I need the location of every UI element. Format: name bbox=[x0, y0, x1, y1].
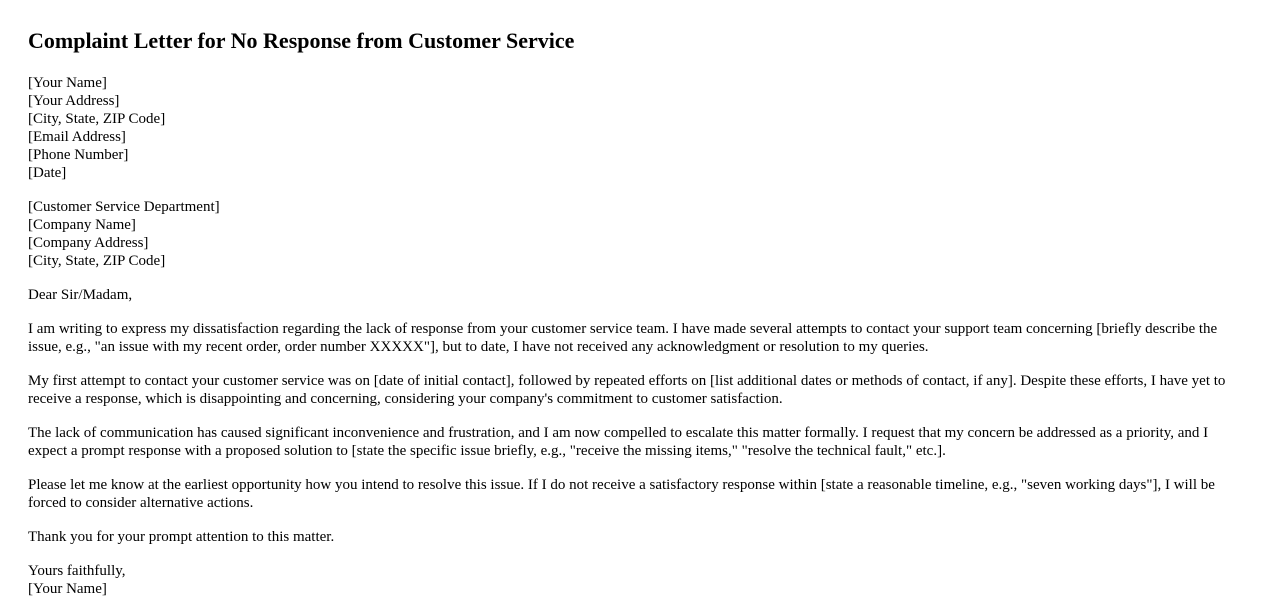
sender-address: [Your Address] bbox=[28, 93, 120, 109]
page-title: Complaint Letter for No Response from Customer Service bbox=[28, 28, 575, 53]
signature-name: [Your Name] bbox=[28, 581, 107, 597]
closing-block bbox=[28, 562, 1250, 598]
salutation: Dear Sir/Madam, bbox=[28, 287, 133, 303]
sender-address-block bbox=[28, 74, 1250, 182]
sender-phone: [Phone Number] bbox=[28, 147, 129, 163]
recipient-company-name: [Company Name] bbox=[28, 217, 136, 233]
closing: Yours faithfully, bbox=[28, 563, 126, 579]
body-paragraph-1: I am writing to express my dissatisfaction regarding the lack of response from your customer service team. I have made several attempts to contact your support team concerning [briefly describe the issue, e.g., "an issue with my recent order, order number XXXXX"], but to date, I have not received any acknowledgment or resolution to my queries. bbox=[28, 321, 1218, 355]
recipient-company-address: [Company Address] bbox=[28, 235, 149, 251]
sender-email: [Email Address] bbox=[28, 129, 126, 145]
body-paragraph-2: My first attempt to contact your customer service was on [date of initial contact], followed by repeated efforts on [list additional dates or methods of contact, if any]. Despite these efforts, I have yet to receive a response, which is disappointing and concerning, considering your company's commitment to customer satisfaction. bbox=[28, 373, 1226, 407]
sender-date: [Date] bbox=[28, 165, 67, 181]
sender-name: [Your Name] bbox=[28, 75, 107, 91]
recipient-address-block bbox=[28, 198, 1250, 270]
sender-city-state-zip: [City, State, ZIP Code] bbox=[28, 111, 166, 127]
body-paragraph-3: The lack of communication has caused significant inconvenience and frustration, and I am now compelled to escalate this matter formally. I request that my concern be addressed as a priority, and I expect a prompt response with a proposed solution to [state the specific issue briefly, e.g., "receive the missing items," "resolve the technical fault," etc.]. bbox=[28, 425, 1209, 459]
body-paragraph-5: Thank you for your prompt attention to this matter. bbox=[28, 529, 335, 545]
recipient-department: [Customer Service Department] bbox=[28, 199, 220, 215]
recipient-city-state-zip: [City, State, ZIP Code] bbox=[28, 253, 166, 269]
body-paragraph-4: Please let me know at the earliest opportunity how you intend to resolve this issue. If I do not receive a satisfactory response within [state a reasonable timeline, e.g., "seven working days"], I will be forced to consider alternative actions. bbox=[28, 477, 1215, 511]
